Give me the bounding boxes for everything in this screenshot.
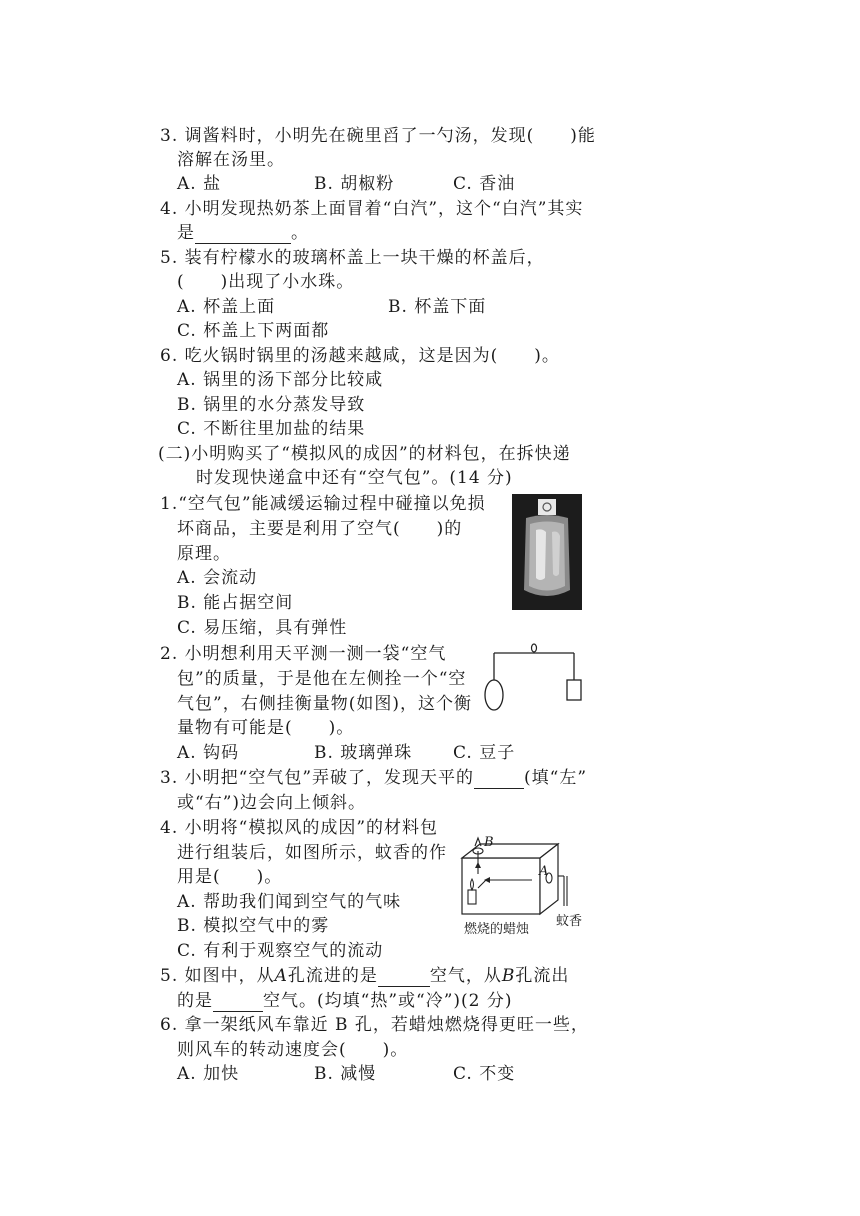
s5-text-3: 空气，从: [429, 966, 502, 986]
s3-answer-blank[interactable]: [474, 770, 524, 789]
s2-line-3: 气包”，右侧挂衡量物(如图)，这个衡: [177, 694, 472, 714]
s1-option-b: B. 能占据空间: [177, 593, 294, 613]
q3-option-a: A. 盐: [177, 174, 222, 194]
q4-suffix: 。: [291, 223, 309, 243]
s2-line-4: 量物有可能是( )。: [177, 718, 355, 738]
label-b: B: [484, 835, 494, 850]
s3-hint: (填“左”: [524, 768, 588, 788]
s1-option-c: C. 易压缩，具有弹性: [177, 618, 348, 638]
s5-text-6: 空气。(均填“热”或“冷”)(2 分): [263, 991, 513, 1011]
s5-hole-a: A: [274, 966, 288, 986]
q4-prefix: 是: [177, 223, 195, 243]
s6-option-b: B. 减慢: [314, 1064, 377, 1084]
s5-answer-blank-2[interactable]: [213, 993, 263, 1012]
balance-diagram: [480, 640, 585, 720]
q5-option-b: B. 杯盖下面: [388, 297, 487, 317]
s5-answer-blank-1[interactable]: [378, 968, 430, 987]
s1-line-1: 1.“空气包”能减缓运输过程中碰撞以免损: [160, 494, 486, 514]
section-2-heading: (二)小明购买了“模拟风的成因”的材料包，在拆快递: [158, 444, 571, 464]
s5-text-5: 的是: [177, 991, 213, 1011]
label-mosquito-coil: 蚊香: [556, 914, 583, 929]
s2-line-2: 包”的质量，于是他在左侧拴一个“空: [177, 669, 467, 689]
s2-line-1: 2. 小明想利用天平测一测一袋“空气: [160, 644, 447, 664]
q5-line-2: ( )出现了小水珠。: [177, 272, 355, 292]
q5-option-c: C. 杯盖上下两面都: [177, 321, 330, 341]
s1-option-a: A. 会流动: [177, 568, 258, 588]
s5-text-4: 孔流出: [515, 966, 570, 986]
q3-line-1: 3. 调酱料时，小明先在碗里舀了一勺汤，发现( )能: [160, 126, 596, 146]
label-a: A: [539, 864, 549, 879]
s2-option-b: B. 玻璃弹珠: [314, 743, 413, 763]
s1-line-2: 坏商品，主要是利用了空气( )的: [177, 519, 463, 539]
section-2-heading-cont: 时发现快递盒中还有“空气包”。(14 分): [196, 468, 513, 488]
q6-option-a: A. 锅里的汤下部分比较咸: [177, 370, 384, 390]
q6-option-c: C. 不断往里加盐的结果: [177, 419, 366, 439]
s4-option-a: A. 帮助我们闻到空气的气味: [177, 892, 402, 912]
s6-option-a: A. 加快: [177, 1064, 240, 1084]
s4-line-2: 进行组装后，如图所示，蚊香的作: [177, 843, 447, 863]
s6-option-c: C. 不变: [453, 1064, 516, 1084]
q4-line-2: [177, 222, 309, 244]
s1-line-3: 原理。: [177, 544, 231, 564]
s5-text-1: 5. 如图中，从: [160, 966, 275, 986]
s4-line-3: 用是( )。: [177, 867, 283, 887]
s6-line-2: 则风车的转动速度会( )。: [177, 1040, 409, 1060]
q6-line-1: 6. 吃火锅时锅里的汤越来越咸，这是因为( )。: [160, 346, 560, 366]
label-burning-candle: 燃烧的蜡烛: [464, 922, 530, 937]
s2-option-c: C. 豆子: [453, 743, 516, 763]
q3-option-c: C. 香油: [453, 174, 516, 194]
q5-option-a: A. 杯盖上面: [177, 297, 276, 317]
q4-line-1: 4. 小明发现热奶茶上面冒着“白汽”，这个“白汽”其实: [160, 199, 584, 219]
s3-line-1: [160, 767, 587, 789]
s4-option-c: C. 有利于观察空气的流动: [177, 941, 384, 961]
air-bag-photo: [512, 494, 582, 610]
s3-text: 3. 小明把“空气包”弄破了，发现天平的: [160, 768, 475, 788]
s5-line-2: [177, 990, 513, 1012]
s2-option-a: A. 钩码: [177, 743, 240, 763]
s4-option-b: B. 模拟空气中的雾: [177, 916, 330, 936]
s5-line-1: [160, 965, 569, 987]
s4-line-1: 4. 小明将“模拟风的成因”的材料包: [160, 818, 439, 838]
q6-option-b: B. 锅里的水分蒸发导致: [177, 395, 366, 415]
s6-line-1: 6. 拿一架纸风车靠近 B 孔，若蜡烛燃烧得更旺一些，: [160, 1015, 589, 1035]
q3-option-b: B. 胡椒粉: [314, 174, 395, 194]
q3-line-2: 溶解在汤里。: [177, 150, 285, 170]
q4-answer-blank[interactable]: [195, 225, 291, 244]
s5-hole-b: B: [501, 966, 516, 986]
s5-text-2: 孔流进的是: [287, 966, 378, 986]
s3-line-2: 或“右”)边会向上倾斜。: [177, 793, 367, 813]
q5-line-1: 5. 装有柠檬水的玻璃杯盖上一块干燥的杯盖后，: [160, 248, 545, 268]
